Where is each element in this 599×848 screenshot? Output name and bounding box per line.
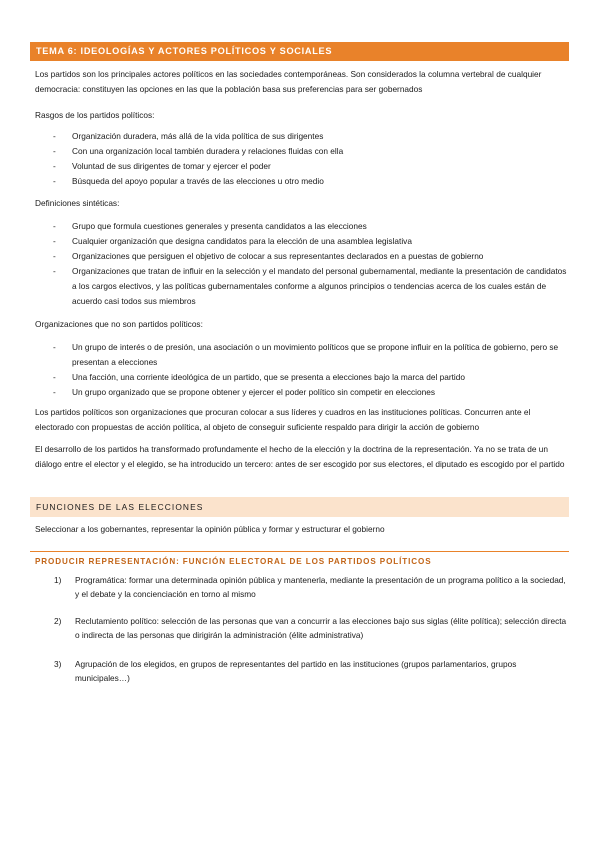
list-item [35,385,570,400]
list-item [35,129,570,144]
list-item-text: Organizaciones que persiguen el objetivo de colocar a sus representantes declarados en a puestas de gobierno [72,251,484,261]
representacion-list [35,573,570,601]
numbered-item [35,573,570,601]
item-number: 2) [54,616,62,626]
numbered-item-text: Reclutamiento político: selección de las personas que van a concurrir a las elecciones bajo sus siglas (élite política); selección directa o indirecta de las personas que dirigirán la administración (élite administrativa) [75,616,567,640]
dash-bullet: - [53,146,56,156]
list-item-text: Un grupo organizado que se propone obtener y ejercer el poder político sin competir en elecciones [72,387,435,397]
numbered-item-text: Agrupación de los elegidos, en grupos de representantes del partido en las instituciones (grupos parlamentarios, grupos municipales…) [75,659,517,683]
list-item [35,144,570,159]
list-item [35,249,570,264]
dash-bullet: - [53,236,56,246]
list-item-text: Un grupo de interés o de presión, una asociación o un movimiento políticos que se propone influir en la política de gobierno, pero se presentan a elecciones [72,342,559,367]
rasgos-list [35,129,570,189]
list-item-text: Cualquier organización que designa candidatos para la elección de una asamblea legislativa [72,236,412,246]
list-item [35,234,570,249]
list-item-text: Búsqueda del apoyo popular a través de las elecciones u otro medio [72,176,324,186]
numbered-item-text: Programática: formar una determinada opinión pública y mantenerla, mediante la presentación de un programa político a la sociedad, y el debate y la concienciación en torno al mismo [75,575,566,599]
dash-bullet: - [53,251,56,261]
list-item [35,159,570,174]
list-item [35,370,570,385]
definiciones-label: Definiciones sintéticas: [35,198,120,208]
representacion-list [35,657,570,685]
desarrollo-paragraph: El desarrollo de los partidos ha transformado profundamente el hecho de la elección y la doctrina de la representación. Ya no se trata de un diálogo entre el elector y el elegido, se ha introducido un tercero: antes de ser escogido por sus electores, el diputado es escogido por el partido [35,444,565,469]
no-partidos-list [35,340,570,400]
dash-bullet: - [53,266,56,276]
dash-bullet: - [53,161,56,171]
representacion-list [35,614,570,642]
list-item-text: Con una organización local también duradera y relaciones fluidas con ella [72,146,344,156]
list-item-text: Grupo que formula cuestiones generales y presenta candidatos a las elecciones [72,221,367,231]
funciones-section-header [30,497,569,517]
numbered-item [35,614,570,642]
intro-paragraph: Los partidos son los principales actores políticos en las sociedades contemporáneas. Son considerados la columna vertebral de cualquier democracia: constituyen las opciones en las que la población basa sus preferencias para ser gobernados [35,69,542,94]
list-item [35,340,570,370]
list-item-text: Organización duradera, más allá de la vida política de sus dirigentes [72,131,324,141]
dash-bullet: - [53,131,56,141]
dash-bullet: - [53,372,56,382]
list-item-text: Una facción, una corriente ideológica de un partido, que se presenta a elecciones bajo la marca del partido [72,372,465,382]
item-number: 1) [54,575,62,585]
organizaciones-paragraph: Los partidos políticos son organizaciones que procuran colocar a sus líderes y cuadros en las instituciones políticas. Concurren ante el electorado con propuestas de acción política, al objeto de conseguir suficiente respaldo para dirigir la acción de gobierno [35,407,531,432]
list-item [35,264,570,309]
list-item [35,219,570,234]
numbered-item [35,657,570,685]
dash-bullet: - [53,176,56,186]
funciones-title: FUNCIONES DE LAS ELECCIONES [36,502,204,512]
list-item [35,174,570,189]
definiciones-list [35,219,570,309]
topic-title: TEMA 6: IDEOLOGÍAS Y ACTORES POLÍTICOS Y SOCIALES [36,46,333,56]
section-divider [30,551,569,552]
dash-bullet: - [53,221,56,231]
topic-title-bar [30,42,569,61]
item-number: 3) [54,659,62,669]
representacion-title: PRODUCIR REPRESENTACIÓN: FUNCIÓN ELECTORAL DE LOS PARTIDOS POLÍTICOS [35,557,432,566]
list-item-text: Voluntad de sus dirigentes de tomar y ejercer el poder [72,161,271,171]
funciones-paragraph: Seleccionar a los gobernantes, representar la opinión pública y formar y estructurar el gobierno [35,524,385,534]
no-partidos-label: Organizaciones que no son partidos políticos: [35,319,203,329]
dash-bullet: - [53,387,56,397]
rasgos-label: Rasgos de los partidos políticos: [35,110,155,120]
dash-bullet: - [53,342,56,352]
list-item-text: Organizaciones que tratan de influir en la selección y el mandato del personal gubernamental, mediante la presentación de candidatos a los cargos electivos, y las políticas gubernamentales conforme a algunos principios o tendencias acerca de los cuales están de acuerdo casi todos sus miembros [72,266,567,306]
